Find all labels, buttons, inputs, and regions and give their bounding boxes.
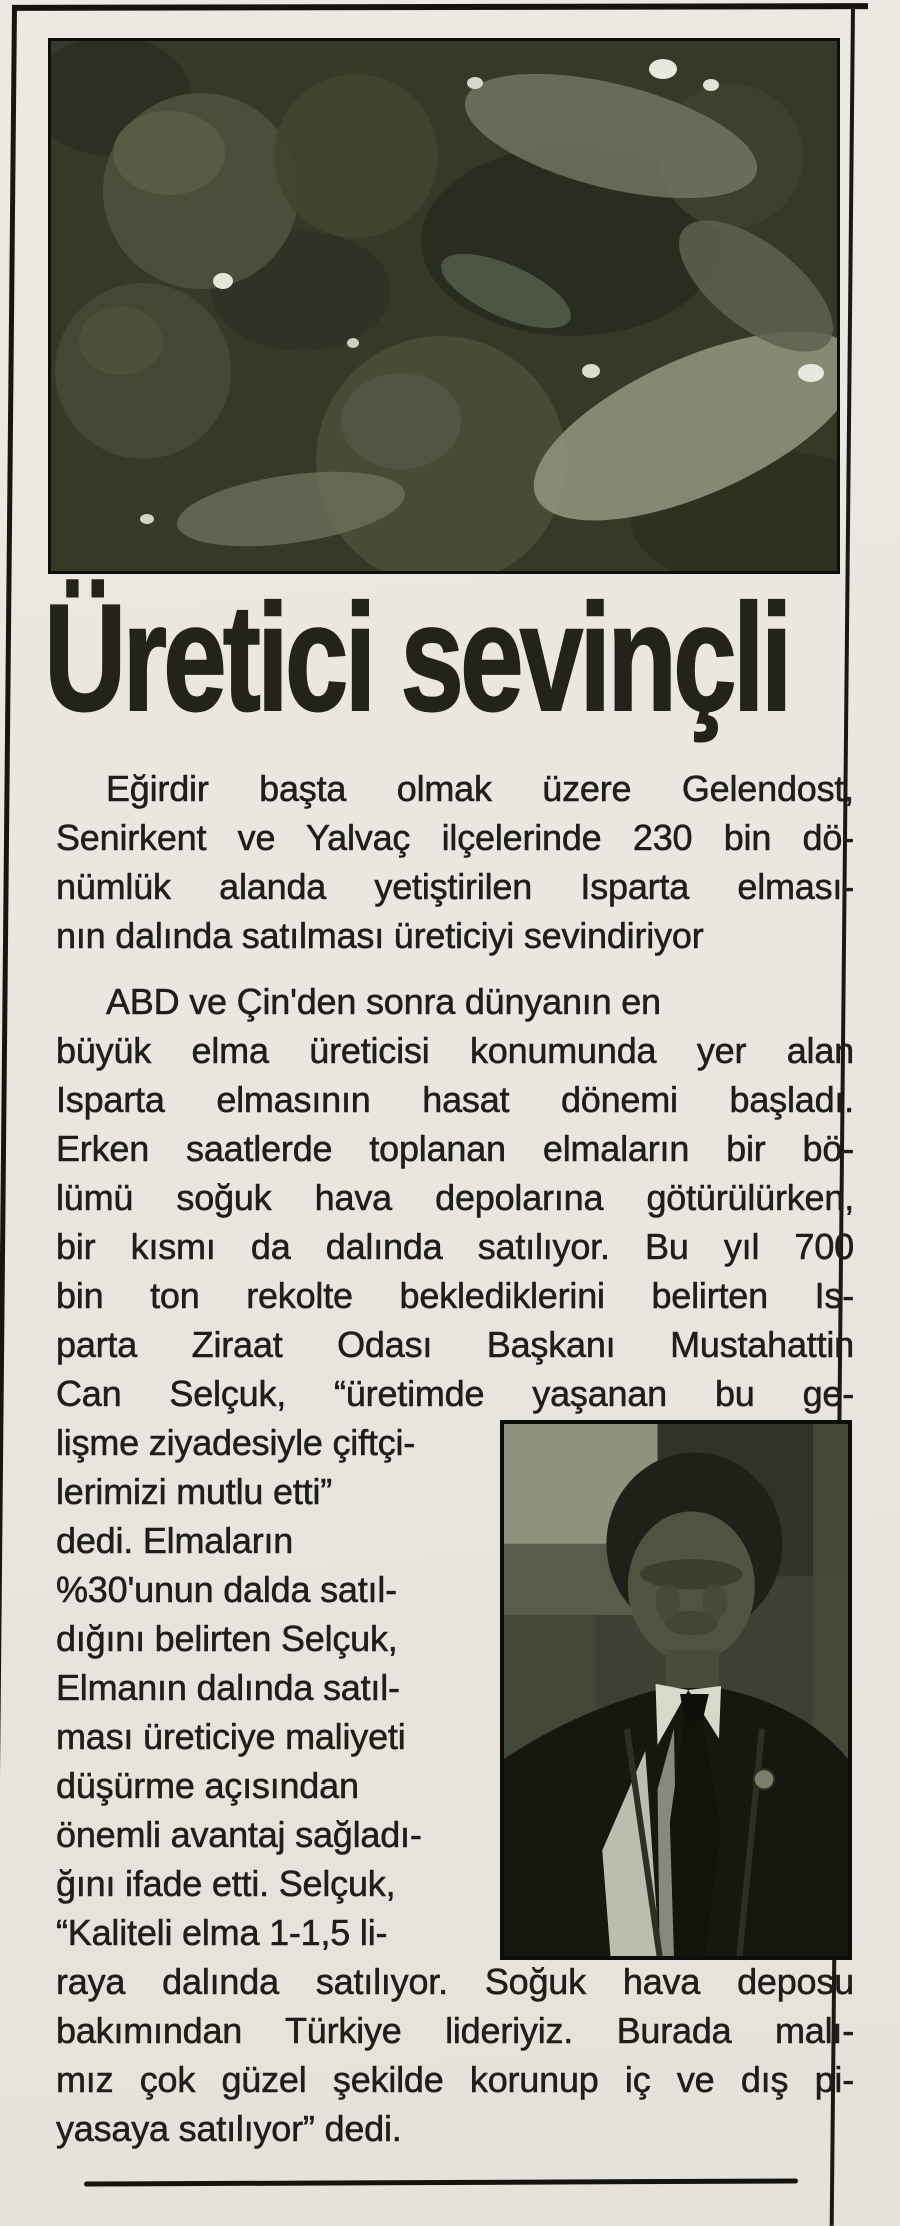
body-line: Erken saatlerde toplanan elmaların bir bö-	[56, 1128, 854, 1169]
apple-orchard-illustration	[51, 41, 837, 571]
end-line: mız çok güzel şekilde korunup iç ve dış pi-	[56, 2059, 854, 2100]
narrow-line: ması üreticiye maliyeti	[56, 1716, 406, 1757]
body-line: Can Selçuk, “üretimde yaşanan bu ge-	[56, 1373, 854, 1414]
body-line: bin ton rekolte beklediklerini belirten Is-	[56, 1275, 854, 1316]
lead-line: nın dalında satılması üreticiyi sevindiriyor	[56, 915, 704, 956]
narrow-line: düşürme açısından	[56, 1765, 359, 1806]
body-line: lümü soğuk hava depolarına götürülürken,	[56, 1177, 854, 1218]
narrow-line: “Kaliteli elma 1-1,5 li-	[56, 1912, 388, 1953]
body-line: büyük elma üreticisi konumunda yer alan	[56, 1030, 854, 1071]
narrow-line: önemli avantaj sağladı-	[56, 1814, 422, 1855]
narrow-line: %30'unun dalda satıl-	[56, 1569, 397, 1610]
body-line: bir kısmı da dalında satılıyor. Bu yıl 700	[56, 1226, 854, 1267]
body-paragraph	[56, 977, 854, 1418]
article-bottom-rule	[84, 2178, 798, 2186]
lead-paragraph	[56, 764, 854, 960]
clipping-left-border	[0, 6, 17, 2226]
body-paragraph-end	[56, 1957, 854, 2153]
narrow-line: lerimizi mutlu etti”	[56, 1471, 333, 1512]
narrow-line: dedi. Elmaların	[56, 1520, 294, 1561]
paragraph-gap	[56, 960, 854, 977]
body-line: parta Ziraat Odası Başkanı Mustahattin	[56, 1324, 854, 1365]
apple-orchard-photo	[48, 38, 840, 574]
body-line: Isparta elmasının hasat dönemi başladı.	[56, 1079, 854, 1120]
body-line: ABD ve Çin'den sonra dünyanın en	[106, 981, 661, 1022]
narrow-line: ğını ifade etti. Selçuk,	[56, 1863, 396, 1904]
lead-line: Senirkent ve Yalvaç ilçelerinde 230 bin dö-	[56, 817, 854, 858]
portrait-illustration	[504, 1424, 848, 1956]
headline-text: Üretici sevinçli	[44, 573, 789, 743]
portrait-photo	[500, 1420, 852, 1960]
narrow-line: Elmanın dalında satıl-	[56, 1667, 400, 1708]
narrow-line: dığını belirten Selçuk,	[56, 1618, 398, 1659]
headline	[44, 574, 856, 750]
clipping-top-border	[12, 3, 868, 11]
end-line: yasaya satılıyor” dedi.	[56, 2108, 402, 2149]
lead-line: Eğirdir başta olmak üzere Gelendost,	[106, 768, 854, 809]
end-line: raya dalında satılıyor. Soğuk hava deposu	[56, 1961, 854, 2002]
lead-line: nümlük alanda yetiştirilen Isparta elması-	[56, 866, 854, 907]
narrow-line: lişme ziyadesiyle çiftçi-	[56, 1422, 416, 1463]
end-line: bakımından Türkiye lideriyiz. Burada malı-	[56, 2010, 854, 2051]
